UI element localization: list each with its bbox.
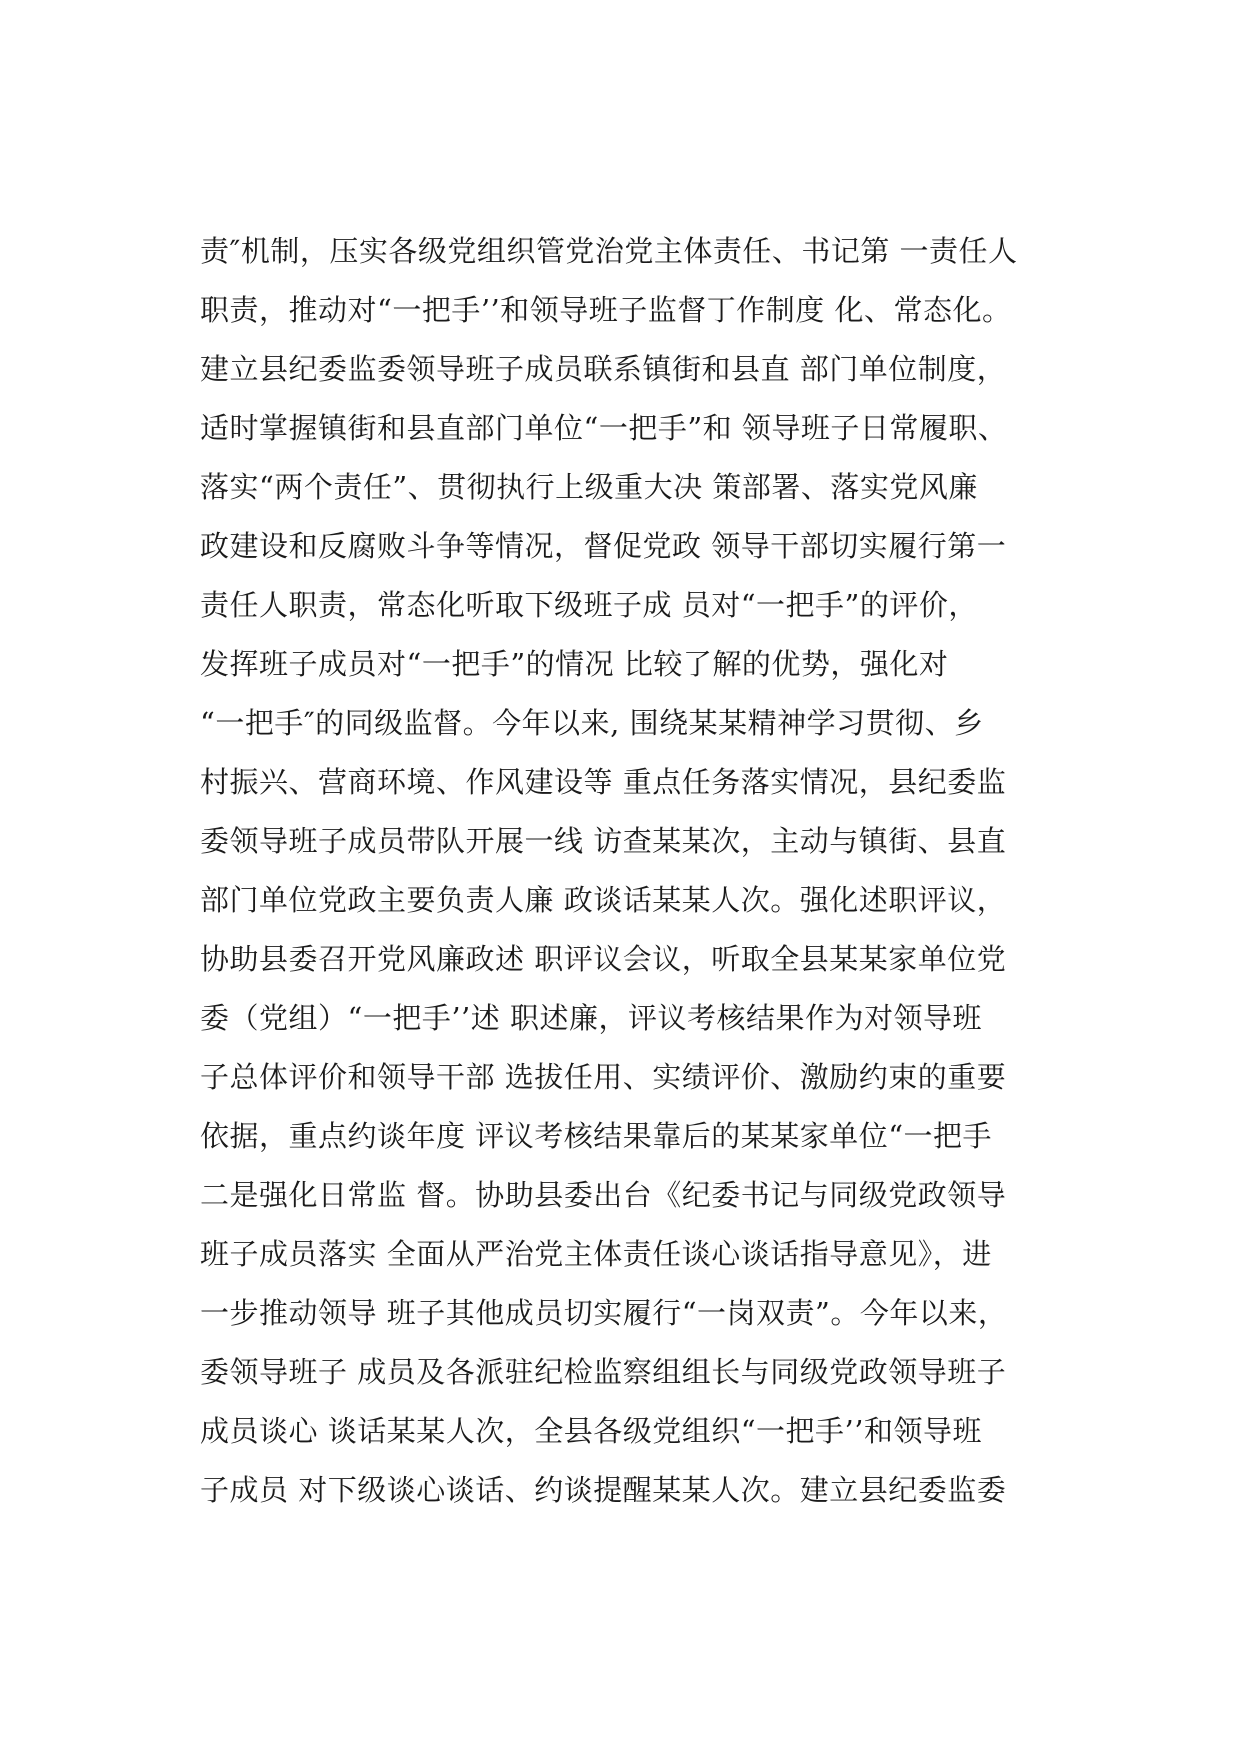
text-line: 建立县纪委监委领导班子成员联系镇街和县直 部门单位制度， [200, 352, 1007, 386]
text-line: 村振兴、营商环境、作风建设等 重点任务落实情况，县纪委监 [200, 765, 1007, 799]
text-line: 成员谈心 谈话某某人次，全县各级党组织“一把手’’和领导班 [200, 1414, 982, 1448]
text-line: 责″机制，压实各级党组织管党治党主体责任、书记第 一责任人 [200, 234, 1018, 268]
text-line: 班子成员落实 全面从严治党主体责任谈心谈话指导意见》，进 [200, 1237, 992, 1271]
text-line: 一步推动领导 班子其他成员切实履行“一岗双责”。今年以来， [200, 1296, 1008, 1330]
text-line: “一把手″的同级监督。今年以来, 围绕某某精神学习贯彻、乡 [200, 706, 984, 740]
body-text [200, 222, 1100, 1520]
text-line: 落实“两个责任”、贯彻执行上级重大决 策部署、落实党风廉 [200, 470, 978, 504]
text-line: 政建设和反腐败斗争等情况，督促党政 领导干部切实履行第一 [200, 529, 1007, 563]
text-line: 委领导班子 成员及各派驻纪检监察组组长与同级党政领导班子 [200, 1355, 1007, 1389]
text-line: 委（党组）“一把手’’述 职述廉，评议考核结果作为对领导班 [200, 1001, 982, 1035]
text-line: 适时掌握镇街和县直部门单位“一把手”和 领导班子日常履职、 [200, 411, 1008, 445]
text-line: 发挥班子成员对“一把手”的情况 比较了解的优势，强化对 [200, 647, 949, 681]
text-line: 责任人职责，常态化听取下级班子成 员对“一把手”的评价， [200, 588, 978, 622]
text-line: 子成员 对下级谈心谈话、约谈提醒某某人次。建立县纪委监委 [200, 1473, 1007, 1507]
text-line: 依据，重点约谈年度 评议考核结果靠后的某某家单位“一把手 [200, 1119, 993, 1153]
text-line: 职责，推动对“一把手’’和领导班子监督丁作制度 化、常态化。 [200, 293, 1012, 327]
text-line: 协助县委召开党风廉政述 职评议会议，听取全县某某家单位党 [200, 942, 1007, 976]
text-line: 部门单位党政主要负责人廉 政谈话某某人次。强化述职评议， [200, 883, 1007, 917]
text-line: 二是强化日常监 督。协助县委出台《纪委书记与同级党政领导 [200, 1178, 1007, 1212]
text-line: 子总体评价和领导干部 选拔任用、实绩评价、激励约束的重要 [200, 1060, 1007, 1094]
text-line: 委领导班子成员带队开展一线 访查某某次，主动与镇街、县直 [200, 824, 1007, 858]
